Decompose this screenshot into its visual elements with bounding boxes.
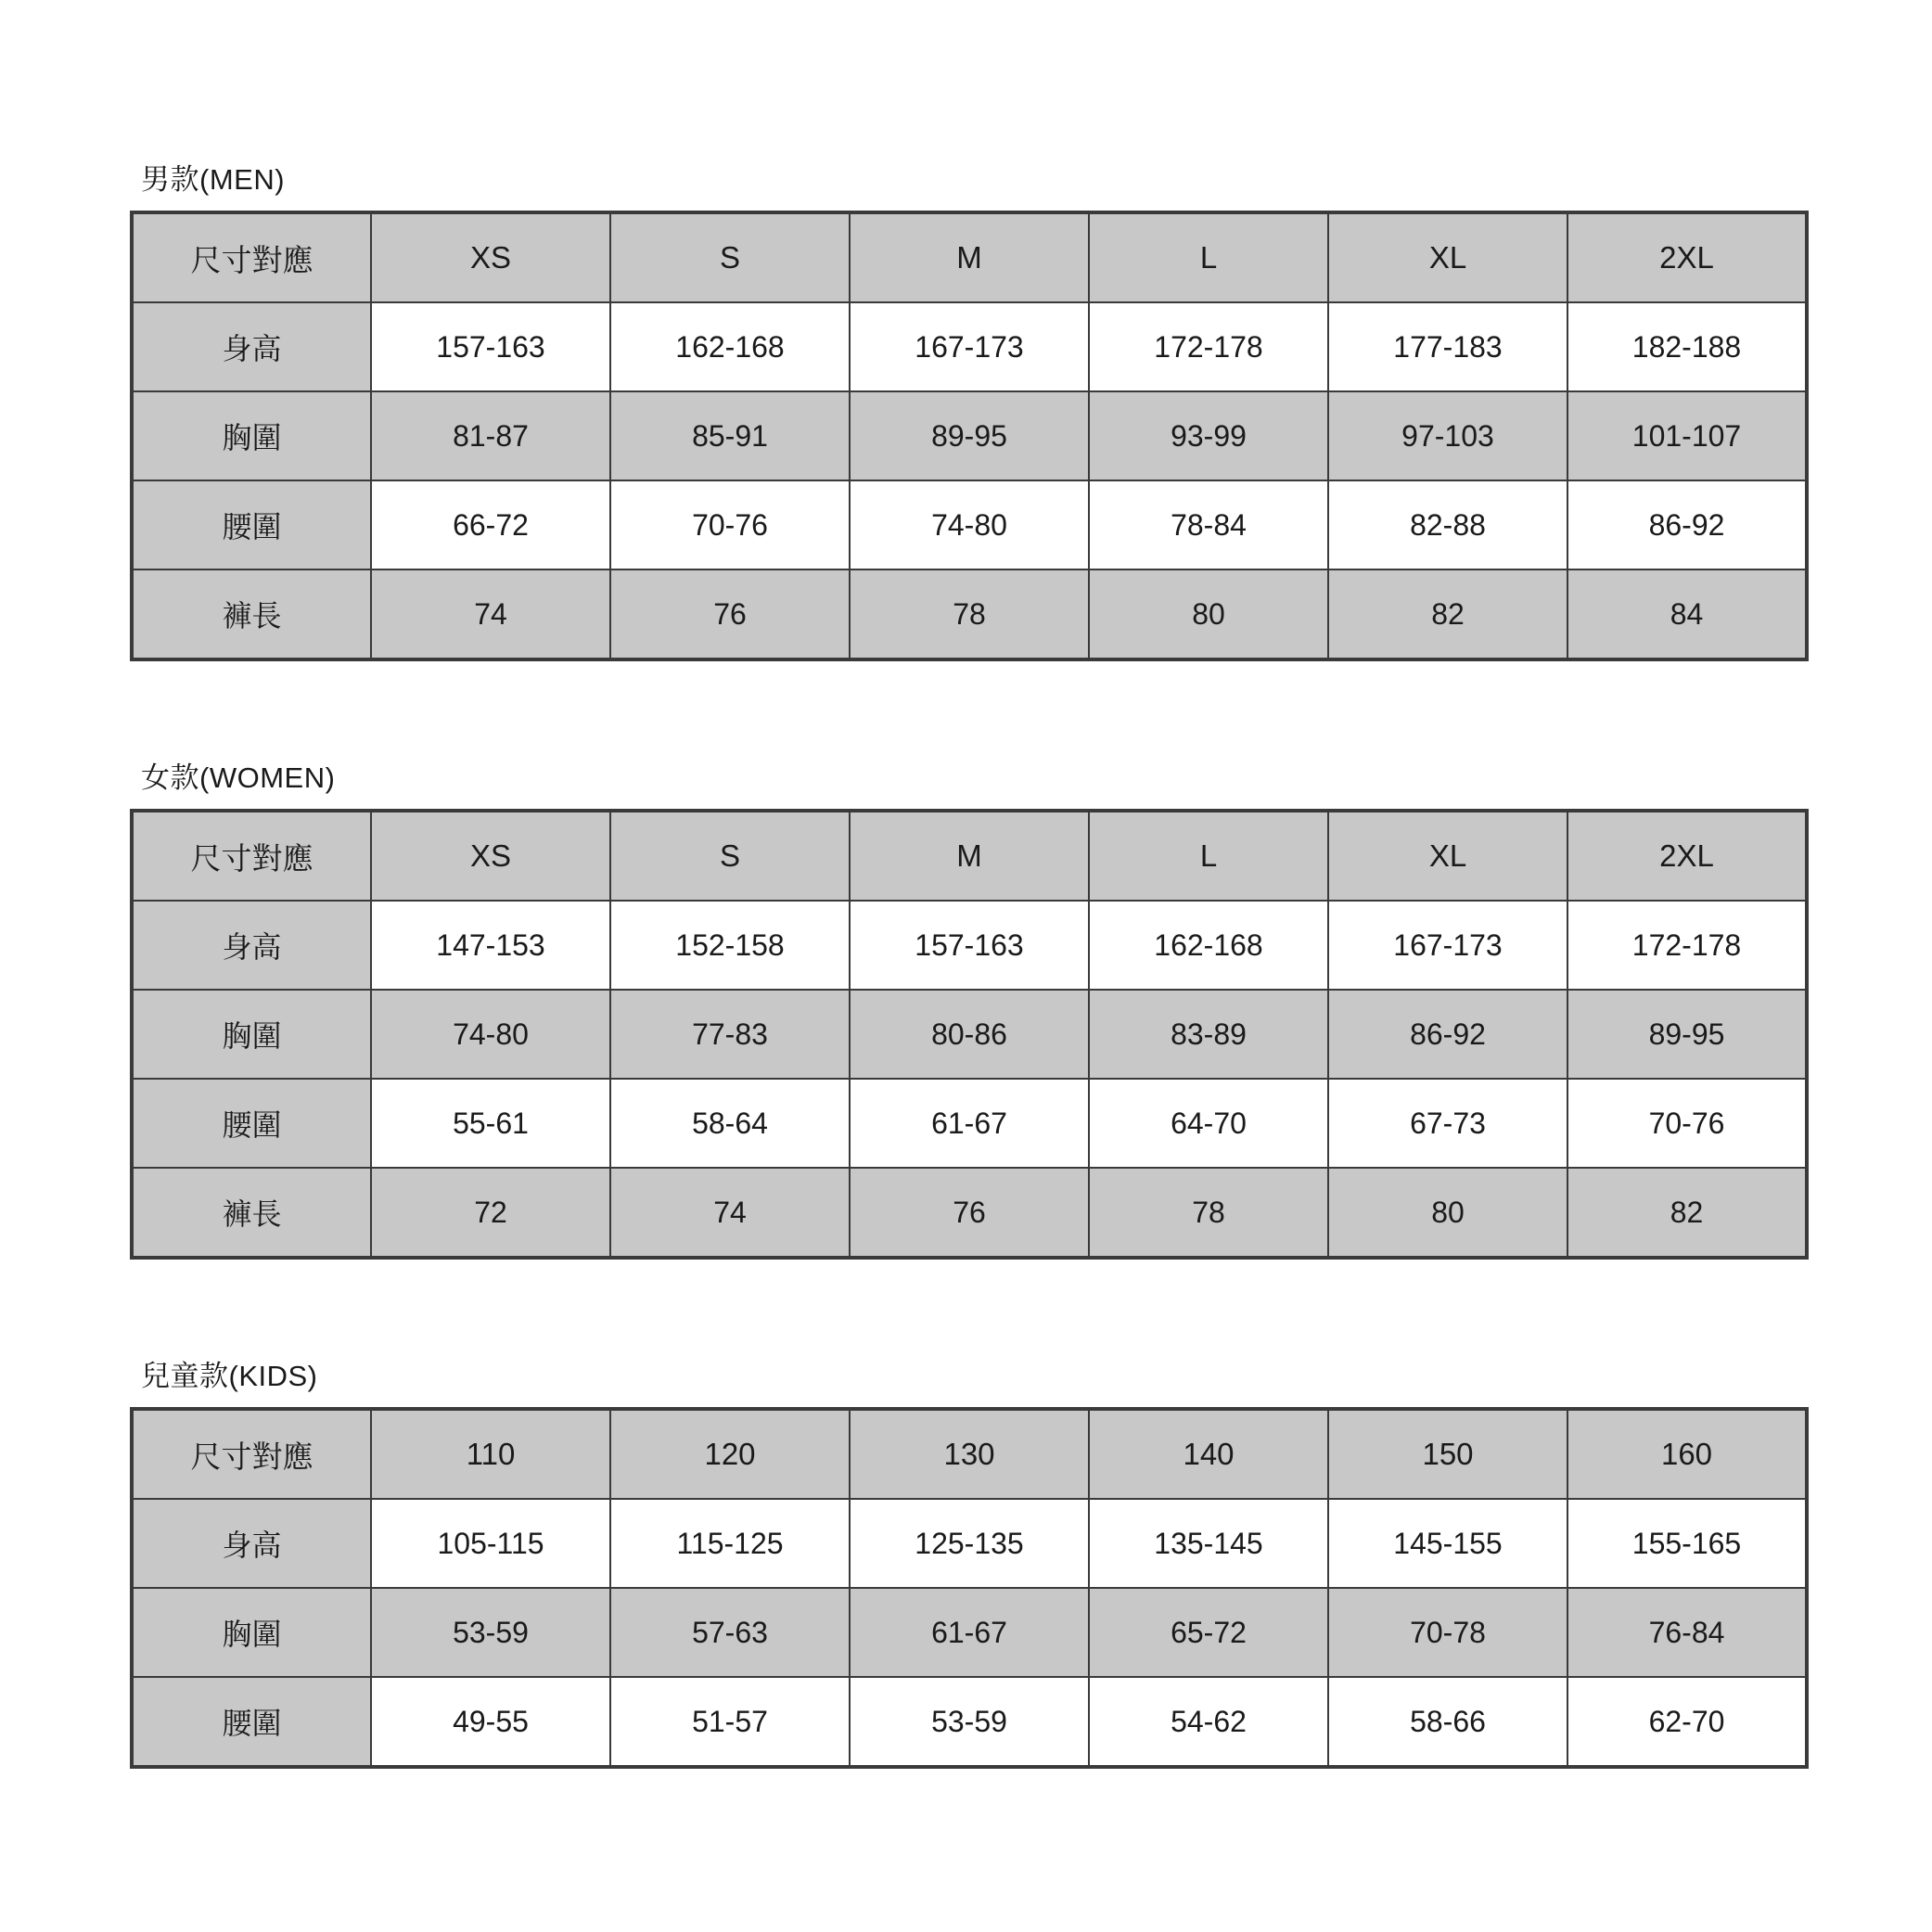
measurement-cell: 74 (610, 1168, 850, 1258)
measurement-cell: 74-80 (371, 990, 610, 1079)
measurement-cell: 167-173 (850, 302, 1089, 391)
measurement-cell: 125-135 (850, 1499, 1089, 1588)
section-title-men: 男款(MEN) (141, 163, 286, 196)
measurement-cell: 115-125 (610, 1499, 850, 1588)
measurement-cell: 74 (371, 569, 610, 659)
table-row (132, 1677, 1807, 1767)
measurement-cell: 93-99 (1089, 391, 1328, 480)
row-label-cell: 身高 (132, 1499, 371, 1588)
measurement-cell: 70-78 (1328, 1588, 1567, 1677)
measurement-cell: 49-55 (371, 1677, 610, 1767)
measurement-cell: 70-76 (610, 480, 850, 569)
measurement-cell: 157-163 (371, 302, 610, 391)
measurement-cell: 54-62 (1089, 1677, 1328, 1767)
measurement-cell: 145-155 (1328, 1499, 1567, 1588)
header-size-cell: L (1089, 212, 1328, 302)
measurement-cell: 147-153 (371, 901, 610, 990)
measurement-cell: 64-70 (1089, 1079, 1328, 1168)
table-row (132, 1079, 1807, 1168)
measurement-cell: 66-72 (371, 480, 610, 569)
measurement-cell: 155-165 (1567, 1499, 1807, 1588)
measurement-cell: 76 (850, 1168, 1089, 1258)
measurement-cell: 177-183 (1328, 302, 1567, 391)
measurement-cell: 152-158 (610, 901, 850, 990)
measurement-cell: 135-145 (1089, 1499, 1328, 1588)
row-label-cell: 胸圍 (132, 1588, 371, 1677)
row-label-cell: 腰圍 (132, 1079, 371, 1168)
measurement-cell: 58-64 (610, 1079, 850, 1168)
measurement-cell: 167-173 (1328, 901, 1567, 990)
measurement-cell: 172-178 (1567, 901, 1807, 990)
row-label-cell: 身高 (132, 901, 371, 990)
measurement-cell: 97-103 (1328, 391, 1567, 480)
measurement-cell: 80-86 (850, 990, 1089, 1079)
measurement-cell: 57-63 (610, 1588, 850, 1677)
measurement-cell: 72 (371, 1168, 610, 1258)
header-size-cell: XL (1328, 212, 1567, 302)
sections-container (0, 165, 1932, 1769)
measurement-cell: 80 (1328, 1168, 1567, 1258)
table-row (132, 1588, 1807, 1677)
measurement-cell: 84 (1567, 569, 1807, 659)
measurement-cell: 86-92 (1328, 990, 1567, 1079)
table-row (132, 990, 1807, 1079)
measurement-cell: 86-92 (1567, 480, 1807, 569)
measurement-cell: 53-59 (850, 1677, 1089, 1767)
measurement-cell: 162-168 (1089, 901, 1328, 990)
measurement-cell: 78 (850, 569, 1089, 659)
header-size-cell: 140 (1089, 1409, 1328, 1499)
header-label-cell: 尺寸對應 (132, 1409, 371, 1499)
measurement-cell: 89-95 (850, 391, 1089, 480)
measurement-cell: 76-84 (1567, 1588, 1807, 1677)
measurement-cell: 78-84 (1089, 480, 1328, 569)
measurement-cell: 157-163 (850, 901, 1089, 990)
header-size-cell: 2XL (1567, 212, 1807, 302)
size-section-kids (0, 1362, 1932, 1769)
measurement-cell: 182-188 (1567, 302, 1807, 391)
measurement-cell: 77-83 (610, 990, 850, 1079)
measurement-cell: 67-73 (1328, 1079, 1567, 1168)
header-size-cell: 2XL (1567, 811, 1807, 901)
header-size-cell: XL (1328, 811, 1567, 901)
row-label-cell: 身高 (132, 302, 371, 391)
table-header-row (132, 1409, 1807, 1499)
section-title-kids: 兒童款(KIDS) (141, 1360, 318, 1392)
header-size-cell: XS (371, 212, 610, 302)
measurement-cell: 55-61 (371, 1079, 610, 1168)
header-size-cell: M (850, 811, 1089, 901)
table-row (132, 391, 1807, 480)
header-size-cell: 110 (371, 1409, 610, 1499)
measurement-cell: 70-76 (1567, 1079, 1807, 1168)
size-table-men (130, 211, 1809, 661)
measurement-cell: 74-80 (850, 480, 1089, 569)
size-section-men (0, 165, 1932, 661)
section-title-women: 女款(WOMEN) (141, 761, 336, 794)
row-label-cell: 腰圍 (132, 1677, 371, 1767)
table-row (132, 1168, 1807, 1258)
measurement-cell: 80 (1089, 569, 1328, 659)
measurement-cell: 78 (1089, 1168, 1328, 1258)
header-size-cell: M (850, 212, 1089, 302)
table-header-row (132, 212, 1807, 302)
row-label-cell: 腰圍 (132, 480, 371, 569)
header-size-cell: 150 (1328, 1409, 1567, 1499)
measurement-cell: 101-107 (1567, 391, 1807, 480)
measurement-cell: 105-115 (371, 1499, 610, 1588)
measurement-cell: 65-72 (1089, 1588, 1328, 1677)
header-size-cell: S (610, 212, 850, 302)
row-label-cell: 褲長 (132, 569, 371, 659)
row-label-cell: 褲長 (132, 1168, 371, 1258)
row-label-cell: 胸圍 (132, 990, 371, 1079)
row-label-cell: 胸圍 (132, 391, 371, 480)
measurement-cell: 172-178 (1089, 302, 1328, 391)
size-table-women (130, 809, 1809, 1260)
header-size-cell: XS (371, 811, 610, 901)
measurement-cell: 89-95 (1567, 990, 1807, 1079)
measurement-cell: 61-67 (850, 1588, 1089, 1677)
table-row (132, 569, 1807, 659)
header-label-cell: 尺寸對應 (132, 212, 371, 302)
measurement-cell: 61-67 (850, 1079, 1089, 1168)
header-size-cell: 160 (1567, 1409, 1807, 1499)
table-row (132, 1499, 1807, 1588)
measurement-cell: 82 (1567, 1168, 1807, 1258)
size-section-women (0, 763, 1932, 1260)
header-size-cell: S (610, 811, 850, 901)
measurement-cell: 82-88 (1328, 480, 1567, 569)
header-size-cell: 130 (850, 1409, 1089, 1499)
measurement-cell: 58-66 (1328, 1677, 1567, 1767)
measurement-cell: 53-59 (371, 1588, 610, 1677)
table-row (132, 901, 1807, 990)
table-row (132, 480, 1807, 569)
measurement-cell: 62-70 (1567, 1677, 1807, 1767)
measurement-cell: 76 (610, 569, 850, 659)
table-header-row (132, 811, 1807, 901)
size-table-kids (130, 1407, 1809, 1769)
measurement-cell: 83-89 (1089, 990, 1328, 1079)
measurement-cell: 85-91 (610, 391, 850, 480)
header-size-cell: L (1089, 811, 1328, 901)
measurement-cell: 162-168 (610, 302, 850, 391)
measurement-cell: 82 (1328, 569, 1567, 659)
measurement-cell: 51-57 (610, 1677, 850, 1767)
header-size-cell: 120 (610, 1409, 850, 1499)
table-row (132, 302, 1807, 391)
header-label-cell: 尺寸對應 (132, 811, 371, 901)
measurement-cell: 81-87 (371, 391, 610, 480)
